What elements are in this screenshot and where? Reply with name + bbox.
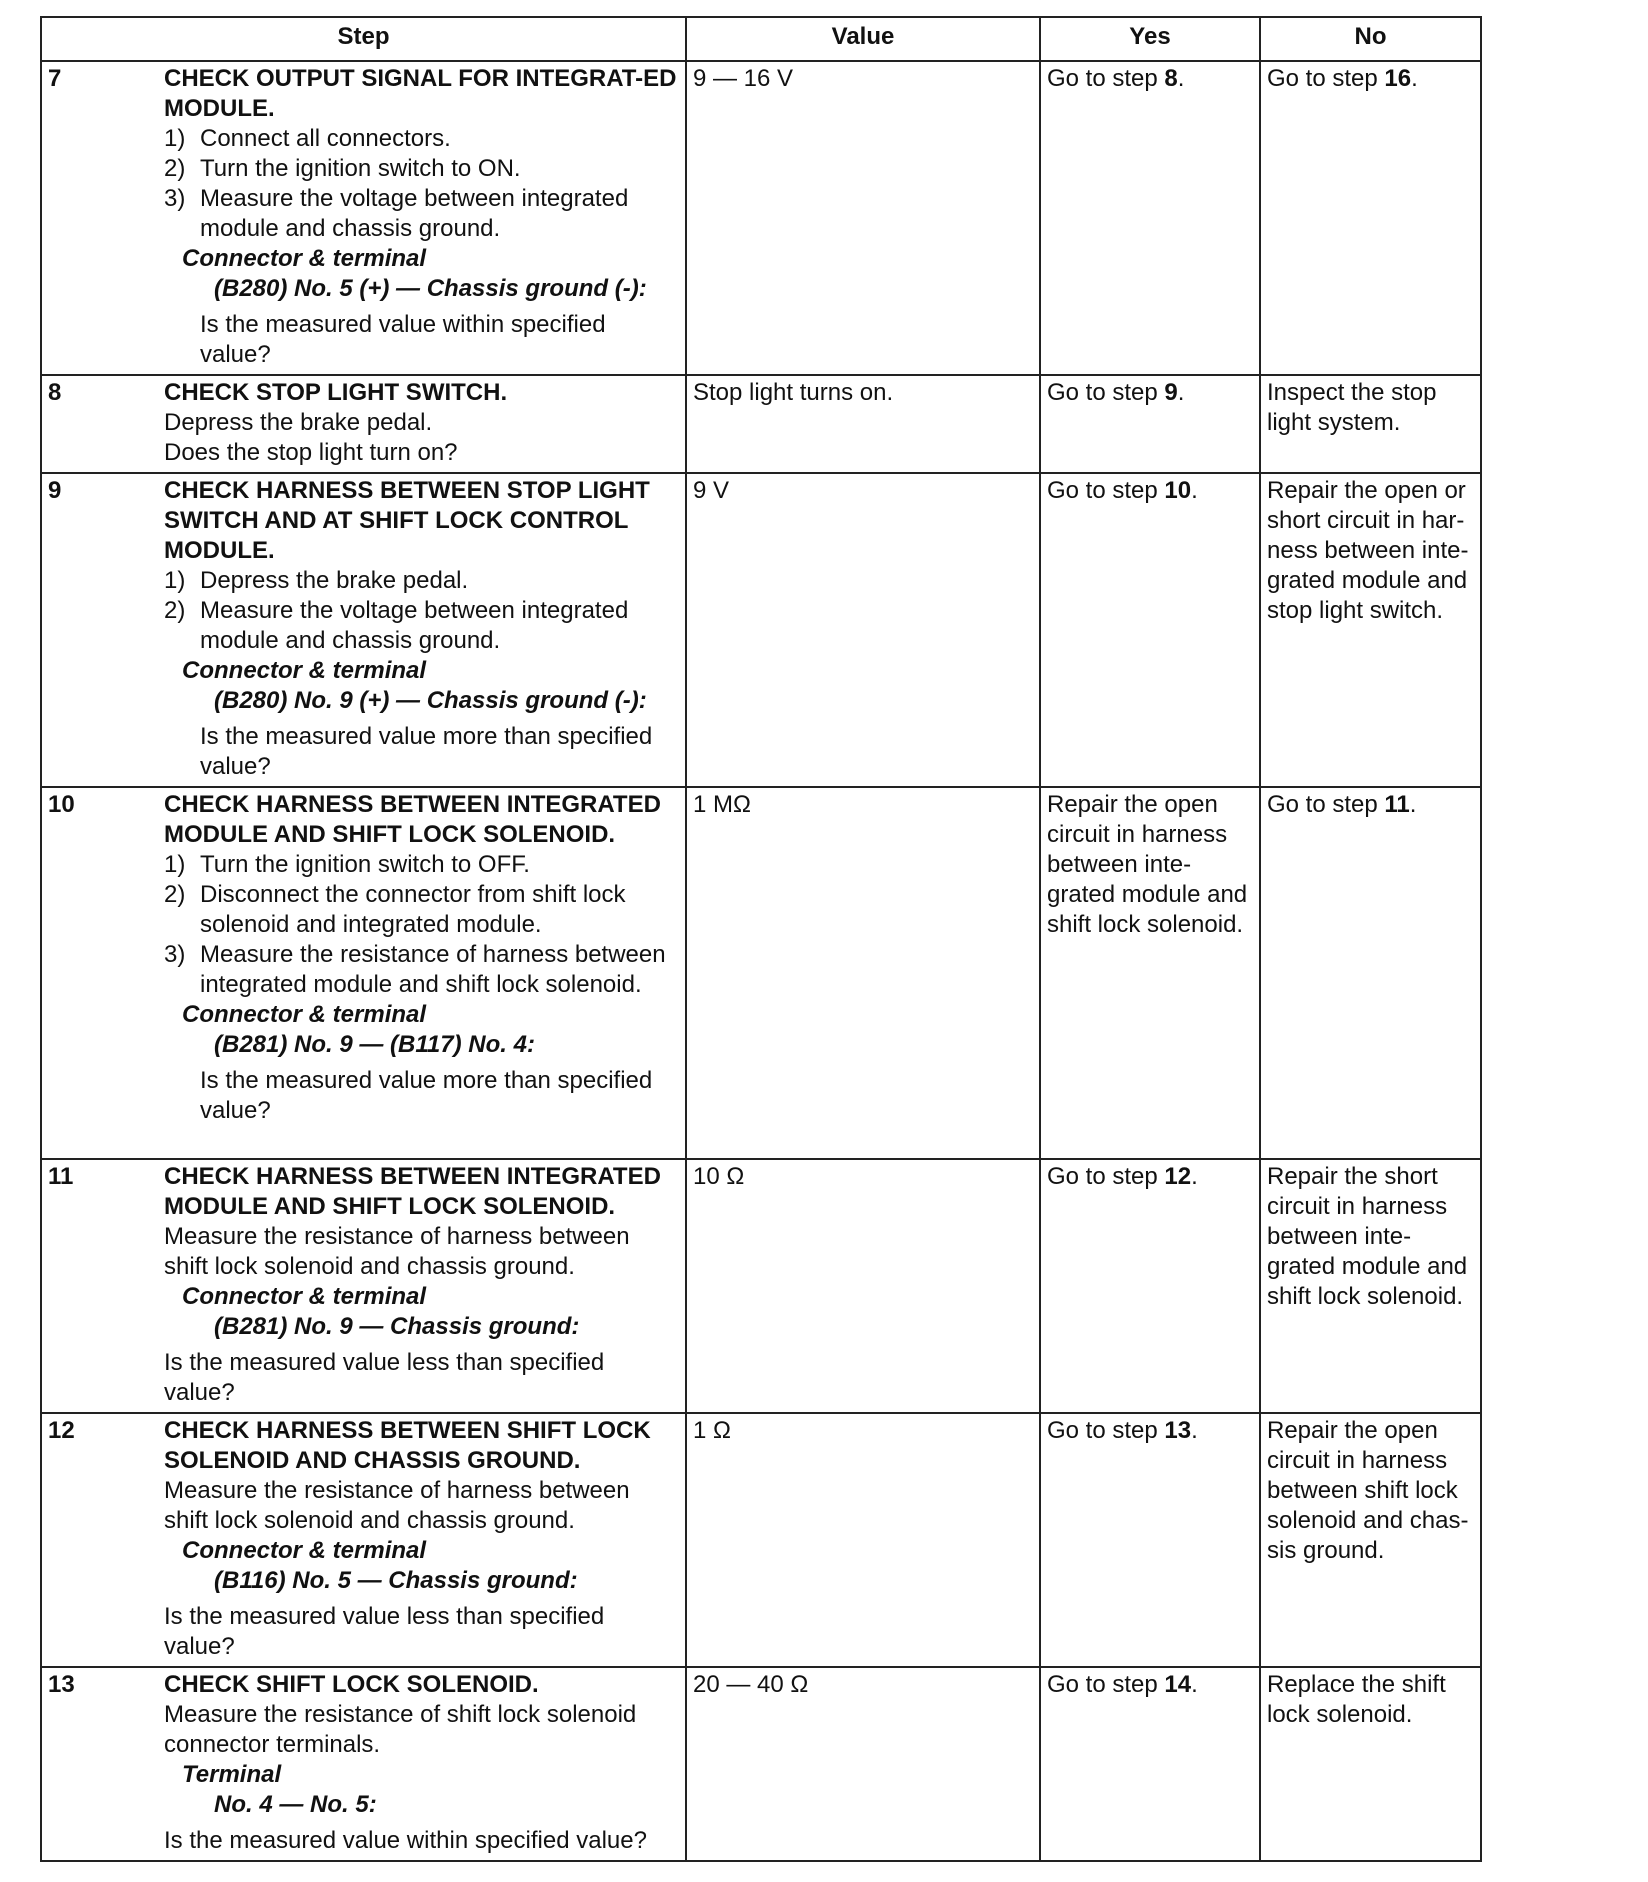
header-step: Step xyxy=(41,17,686,61)
connector-label: Connector & terminal xyxy=(182,1001,427,1028)
step-title: CHECK OUTPUT SIGNAL FOR INTEGRAT-ED MODULE. xyxy=(164,65,677,122)
diagnostic-table-sheet xyxy=(40,16,1480,1862)
step-cell xyxy=(41,375,686,473)
step-cell xyxy=(41,61,686,375)
list-number: 3) xyxy=(164,185,186,212)
list-text: Depress the brake pedal. xyxy=(200,567,469,594)
list-number: 2) xyxy=(164,881,186,908)
value-cell: 20 — 40 Ω xyxy=(686,1667,1040,1861)
yes-cell: Repair the open circuit in harness between inte-grated module and shift lock solenoid. xyxy=(1040,787,1260,1159)
value-cell: Stop light turns on. xyxy=(686,375,1040,473)
list-text: Disconnect the connector from shift lock solenoid and integrated module. xyxy=(200,881,626,938)
list-number: 2) xyxy=(164,597,186,624)
list-number: 3) xyxy=(164,941,186,968)
table-row xyxy=(41,1413,1481,1667)
list-number: 1) xyxy=(164,125,186,152)
list-number: 1) xyxy=(164,567,186,594)
list-number: 1) xyxy=(164,851,186,878)
question-text: Is the measured value within specified value? xyxy=(200,311,606,368)
table-row xyxy=(41,1667,1481,1861)
question-text: Is the measured value more than specified value? xyxy=(200,723,653,780)
step-title: CHECK HARNESS BETWEEN INTEGRATED MODULE AND SHIFT LOCK SOLENOID. xyxy=(164,791,661,848)
table-row xyxy=(41,1159,1481,1413)
yes-cell: Go to step 12. xyxy=(1040,1159,1260,1413)
step-line: Measure the resistance of shift lock solenoid connector terminals. xyxy=(164,1701,637,1758)
connector-label: Connector & terminal xyxy=(182,245,427,272)
yes-cell: Go to step 14. xyxy=(1040,1667,1260,1861)
connector-value: (B281) No. 9 — Chassis ground: xyxy=(214,1313,580,1340)
no-cell: Go to step 11. xyxy=(1260,787,1481,1159)
no-cell: Go to step 16. xyxy=(1260,61,1481,375)
connector-label: Terminal xyxy=(182,1761,282,1788)
step-title: CHECK STOP LIGHT SWITCH. xyxy=(164,379,508,406)
step-title: CHECK HARNESS BETWEEN STOP LIGHT SWITCH AND AT SHIFT LOCK CONTROL MODULE. xyxy=(164,477,650,564)
question-text: Is the measured value less than specified value? xyxy=(164,1349,605,1406)
value-cell: 10 Ω xyxy=(686,1159,1040,1413)
step-number: 10 xyxy=(48,791,75,818)
yes-cell: Go to step 9. xyxy=(1040,375,1260,473)
connector-label: Connector & terminal xyxy=(182,1283,427,1310)
step-cell xyxy=(41,1159,686,1413)
list-text: Measure the voltage between integrated module and chassis ground. xyxy=(200,597,629,654)
yes-cell: Go to step 10. xyxy=(1040,473,1260,787)
connector-value: (B281) No. 9 — (B117) No. 4: xyxy=(214,1031,535,1058)
header-no: No xyxy=(1260,17,1481,61)
diagnostic-table xyxy=(40,16,1482,1862)
table-row xyxy=(41,375,1481,473)
step-number: 11 xyxy=(48,1163,74,1190)
value-cell: 1 Ω xyxy=(686,1413,1040,1667)
question-text: Is the measured value less than specified value? xyxy=(164,1603,605,1660)
question-text: Is the measured value within specified value? xyxy=(164,1827,647,1854)
connector-value: (B280) No. 9 (+) — Chassis ground (-): xyxy=(214,687,647,714)
value-cell: 9 V xyxy=(686,473,1040,787)
step-cell xyxy=(41,1667,686,1861)
no-cell: Repair the open or short circuit in har-ness between inte-grated module and stop light switch. xyxy=(1260,473,1481,787)
connector-value: (B280) No. 5 (+) — Chassis ground (-): xyxy=(214,275,647,302)
step-number: 12 xyxy=(48,1417,75,1444)
step-title: CHECK SHIFT LOCK SOLENOID. xyxy=(164,1671,539,1698)
step-line: Measure the resistance of harness between shift lock solenoid and chassis ground. xyxy=(164,1477,630,1534)
no-cell: Replace the shift lock solenoid. xyxy=(1260,1667,1481,1861)
list-text: Turn the ignition switch to ON. xyxy=(200,155,521,182)
no-cell: Repair the short circuit in harness between inte-grated module and shift lock solenoid. xyxy=(1260,1159,1481,1413)
step-number: 7 xyxy=(48,65,62,92)
value-cell: 9 — 16 V xyxy=(686,61,1040,375)
yes-cell: Go to step 13. xyxy=(1040,1413,1260,1667)
connector-value: No. 4 — No. 5: xyxy=(214,1791,377,1818)
step-cell xyxy=(41,787,686,1159)
step-title: CHECK HARNESS BETWEEN INTEGRATED MODULE AND SHIFT LOCK SOLENOID. xyxy=(164,1163,661,1220)
table-row xyxy=(41,61,1481,375)
table-row xyxy=(41,787,1481,1159)
connector-label: Connector & terminal xyxy=(182,657,427,684)
step-number: 13 xyxy=(48,1671,75,1698)
step-line: Measure the resistance of harness between shift lock solenoid and chassis ground. xyxy=(164,1223,630,1280)
step-line: Depress the brake pedal. xyxy=(164,409,433,436)
step-line: Does the stop light turn on? xyxy=(164,439,458,466)
header-value: Value xyxy=(686,17,1040,61)
list-text: Measure the voltage between integrated module and chassis ground. xyxy=(200,185,629,242)
connector-value: (B116) No. 5 — Chassis ground: xyxy=(214,1567,578,1594)
question-text: Is the measured value more than specified value? xyxy=(200,1067,653,1124)
yes-cell: Go to step 8. xyxy=(1040,61,1260,375)
list-text: Connect all connectors. xyxy=(200,125,451,152)
step-number: 9 xyxy=(48,477,62,504)
no-cell: Repair the open circuit in harness between shift lock solenoid and chas-sis ground. xyxy=(1260,1413,1481,1667)
step-title: CHECK HARNESS BETWEEN SHIFT LOCK SOLENOID AND CHASSIS GROUND. xyxy=(164,1417,651,1474)
header-row xyxy=(41,17,1481,61)
list-number: 2) xyxy=(164,155,186,182)
step-number: 8 xyxy=(48,379,62,406)
step-cell xyxy=(41,473,686,787)
no-cell: Inspect the stop light system. xyxy=(1260,375,1481,473)
value-cell: 1 MΩ xyxy=(686,787,1040,1159)
step-cell xyxy=(41,1413,686,1667)
list-text: Turn the ignition switch to OFF. xyxy=(200,851,530,878)
connector-label: Connector & terminal xyxy=(182,1537,427,1564)
list-text: Measure the resistance of harness between integrated module and shift lock solenoid. xyxy=(200,941,666,998)
table-row xyxy=(41,473,1481,787)
header-yes: Yes xyxy=(1040,17,1260,61)
